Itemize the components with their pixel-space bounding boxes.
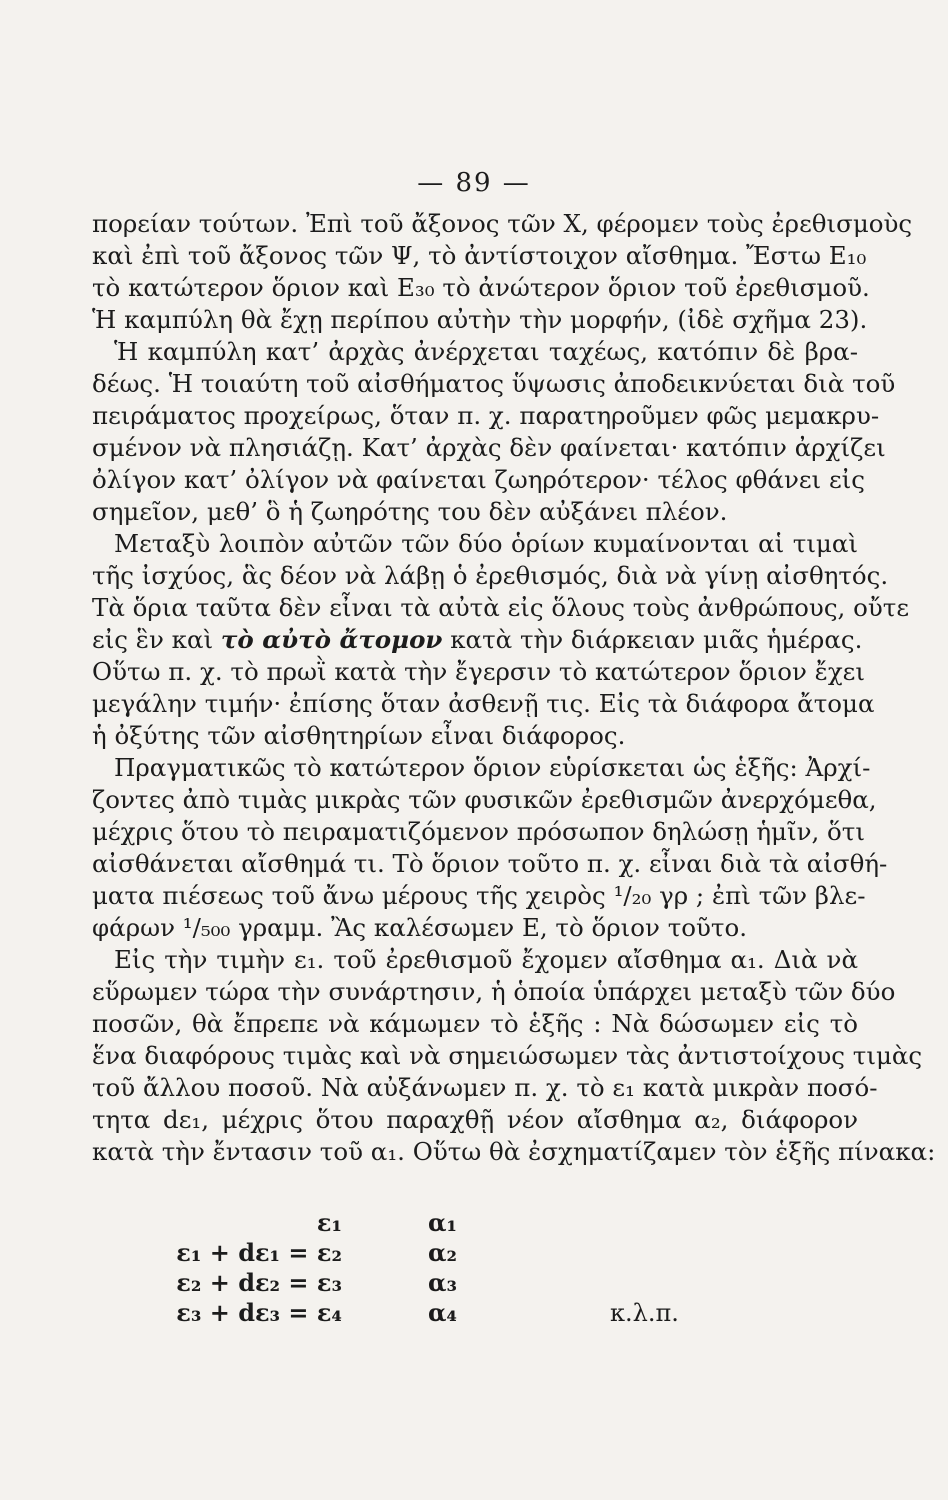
text-line: Ἡ καμπύλη θὰ ἔχῃ περίπου αὐτὴν τὴν μορφήν, (ἰδὲ σχῆμα 23).: [92, 305, 868, 334]
table-row: [0, 1208, 948, 1238]
text-line: εὕρωμεν τώρα τὴν συνάρτησιν, ἡ ὁποία ὑπάρχει μεταξὺ τῶν δύο: [92, 977, 896, 1006]
text-line: φάρων ¹/₅₀₀ γραμμ. Ἂς καλέσωμεν Ε, τὸ ὅριον τοῦτο.: [92, 913, 748, 942]
stimulus-cell: ε₁: [316, 1208, 342, 1237]
paragraph-start-line: Πραγματικῶς τὸ κατώτερον ὅριον εὑρίσκεται ὡς ἑξῆς: Ἀρχί-: [114, 753, 871, 782]
sensation-cell: α₁: [428, 1208, 457, 1237]
text-line: πειράματος προχείρως, ὅταν π. χ. παρατηροῦμεν φῶς μεμακρυ-: [92, 401, 880, 430]
sensation-cell: α₃: [428, 1268, 457, 1297]
text-line: αἰσθάνεται αἴσθημά τι. Τὸ ὅριον τοῦτο π. χ. εἶναι διὰ τὰ αἰσθή-: [92, 849, 888, 878]
line-text-before: εἰς ἓν καὶ: [92, 625, 214, 654]
text-line: τητα dε₁, μέχρις ὅτου παραχθῇ νέον αἴσθημα α₂, διάφορον: [92, 1105, 858, 1134]
text-line: τοῦ ἄλλου ποσοῦ. Νὰ αὐξάνωμεν π. χ. τὸ ε₁ κατὰ μικρὰν ποσό-: [92, 1073, 878, 1102]
table-row: [0, 1238, 948, 1268]
line-text-after: κατὰ τὴν διάρκειαν μιᾶς ἡμέρας.: [450, 625, 863, 654]
text-line: τὸ κατώτερον ὅριον καὶ Ε₃₀ τὸ ἀνώτερον ὅριον τοῦ ἐρεθισμοῦ.: [92, 273, 870, 302]
text-line: πορείαν τούτων. Ἐπὶ τοῦ ἄξονος τῶν Χ, φέρομεν τοὺς ἐρεθισμοὺς: [92, 209, 913, 238]
emphasized-phrase: τὸ αὐτὸ ἄτομον: [220, 625, 443, 654]
text-line: ποσῶν, θὰ ἔπρεπε νὰ κάμωμεν τὸ ἑξῆς : Νὰ δώσωμεν εἰς τὸ: [92, 1009, 858, 1038]
paragraph-start-line: Μεταξὺ λοιπὸν αὐτῶν τῶν δύο ὁρίων κυμαίνονται αἱ τιμαὶ: [114, 529, 858, 558]
text-line: ἡ ὀξύτης τῶν αἰσθητηρίων εἶναι διάφορος.: [92, 721, 626, 750]
etc-abbreviation: κ.λ.π.: [610, 1299, 679, 1327]
text-line: σμένον νὰ πλησιάζῃ. Κατ’ ἀρχὰς δὲν φαίνεται· κατόπιν ἀρχίζει: [92, 433, 886, 462]
text-line: κατὰ τὴν ἔντασιν τοῦ α₁. Οὕτω θὰ ἐσχηματίζαμεν τὸν ἑξῆς πίνακα:: [92, 1137, 936, 1166]
stimulus-cell: ε₂ + dε₂ = ε₃: [176, 1268, 342, 1297]
text-line: τῆς ἰσχύος, ἃς δέον νὰ λάβῃ ὁ ἐρεθισμός, διὰ νὰ γίνῃ αἰσθητός.: [92, 561, 889, 590]
text-line: μέχρις ὅτου τὸ πειραματιζόμενον πρόσωπον δηλώσῃ ἡμῖν, ὅτι: [92, 817, 865, 846]
text-line: σημεῖον, μεθ’ ὃ ἡ ζωηρότης του δὲν αὐξάνει πλέον.: [92, 497, 728, 526]
paragraph-start-line: Εἰς τὴν τιμὴν ε₁. τοῦ ἐρεθισμοῦ ἔχομεν αἴσθημα α₁. Διὰ νὰ: [114, 945, 858, 974]
text-line-with-emphasis: [92, 624, 863, 656]
text-line: καὶ ἐπὶ τοῦ ἄξονος τῶν Ψ, τὸ ἀντίστοιχον αἴσθημα. Ἔστω Ε₁₀: [92, 241, 867, 270]
text-line: ματα πιέσεως τοῦ ἄνω μέρους τῆς χειρὸς ¹/₂₀ γρ ; ἐπὶ τῶν βλε-: [92, 881, 866, 910]
stimulus-cell: ε₃ + dε₃ = ε₄: [176, 1298, 342, 1327]
stimulus-sensation-table: [0, 1208, 948, 1328]
text-line: ζοντες ἀπὸ τιμὰς μικρὰς τῶν φυσικῶν ἐρεθισμῶν ἀνερχόμεθα,: [92, 785, 877, 814]
text-line: ἕνα διαφόρους τιμὰς καὶ νὰ σημειώσωμεν τὰς ἀντιστοίχους τιμὰς: [92, 1041, 923, 1070]
page-number: — 89 —: [417, 168, 531, 198]
text-line: μεγάλην τιμήν· ἐπίσης ὅταν ἀσθενῇ τις. Εἰς τὰ διάφορα ἄτομα: [92, 689, 875, 718]
body-text: [92, 208, 936, 1168]
text-line: δέως. Ἡ τοιαύτη τοῦ αἰσθήματος ὕψωσις ἀποδεικνύεται διὰ τοῦ: [92, 369, 896, 398]
text-line: Τὰ ὅρια ταῦτα δὲν εἶναι τὰ αὐτὰ εἰς ὅλους τοὺς ἀνθρώπους, οὔτε: [92, 593, 910, 622]
sensation-cell: α₄: [428, 1298, 457, 1327]
table-row: [0, 1298, 948, 1328]
table-row: [0, 1268, 948, 1298]
text-line: Οὕτω π. χ. τὸ πρωῒ κατὰ τὴν ἔγερσιν τὸ κατώτερον ὅριον ἔχει: [92, 657, 865, 686]
text-line: ὀλίγον κατ’ ὀλίγον νὰ φαίνεται ζωηρότερον· τέλος φθάνει εἰς: [92, 465, 865, 494]
stimulus-cell: ε₁ + dε₁ = ε₂: [176, 1238, 342, 1267]
paragraph-start-line: Ἡ καμπύλη κατ’ ἀρχὰς ἀνέρχεται ταχέως, κατόπιν δὲ βρα-: [114, 337, 858, 366]
sensation-cell: α₂: [428, 1238, 457, 1267]
